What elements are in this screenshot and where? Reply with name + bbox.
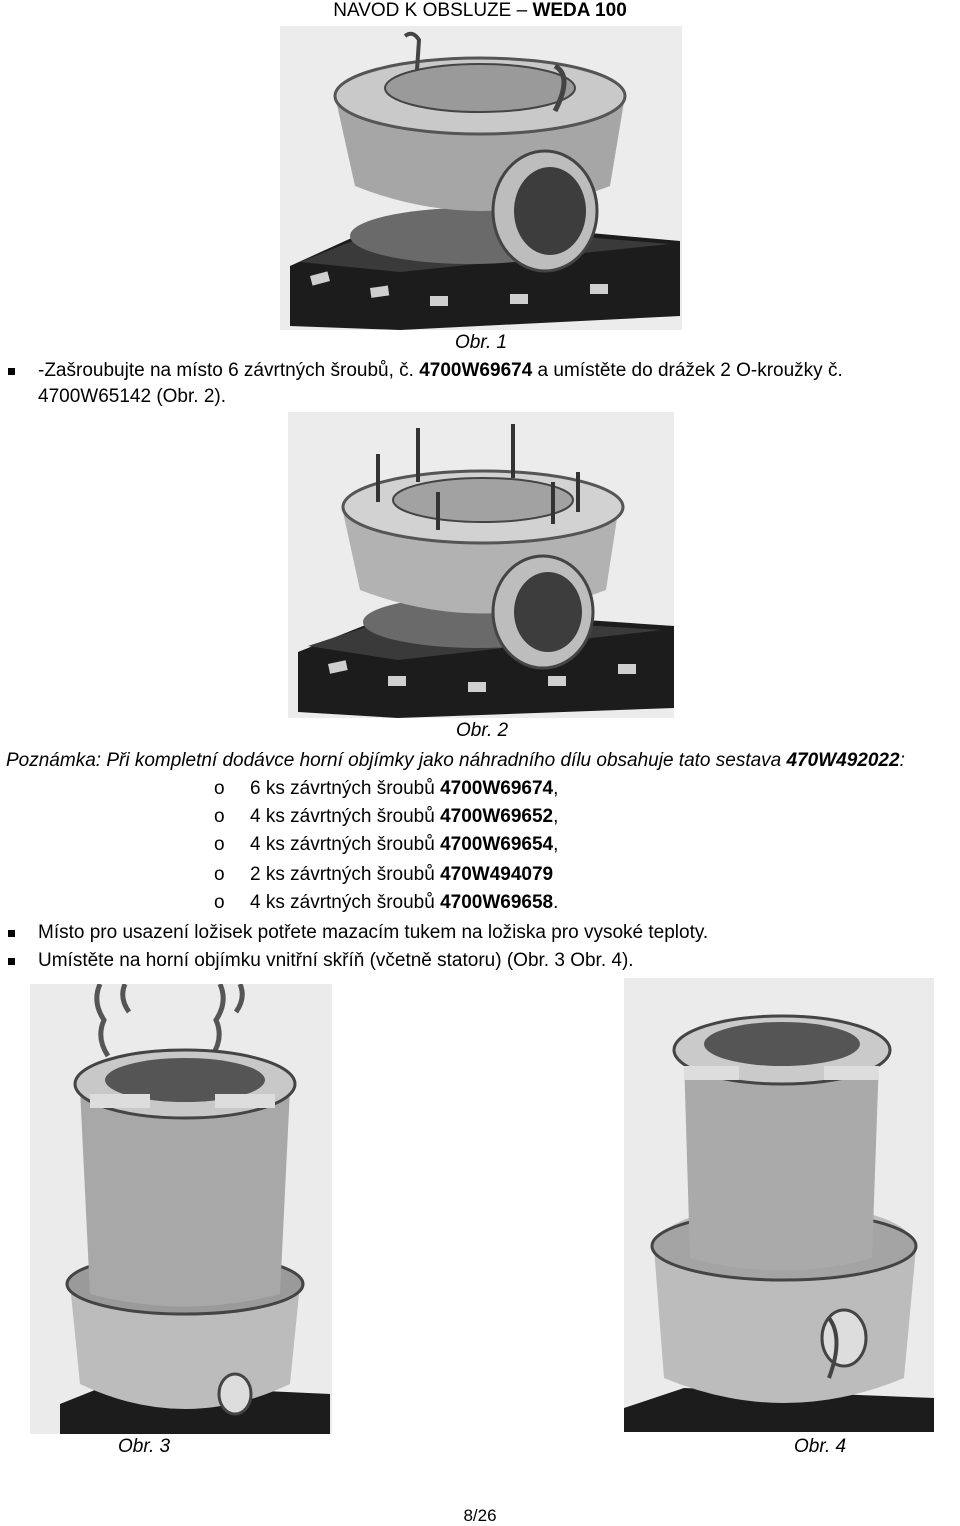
bullet-square [8,930,15,937]
note-paragraph [6,750,905,772]
stator-lifted-image [30,984,332,1434]
list-item [250,806,558,828]
figure-2-caption: Obr. 2 [456,720,509,741]
list-item [250,834,558,856]
item-end: , [553,806,559,827]
list-item [250,778,558,800]
item-end: , [553,834,559,855]
item-code: 4700W69674 [440,778,554,799]
bullet-square [8,368,15,375]
item-end: . [553,892,559,913]
figure-3-photo [30,984,332,1434]
item-text: 2 ks závrtných šroubů [250,864,441,885]
figure-3-caption: Obr. 3 [118,1436,171,1457]
list-bullet: o [214,806,225,827]
step2-text: Místo pro usazení ložisek potřete mazacím tukem na ložiska pro vysoké teploty. [38,922,709,943]
note-code: 470W492022 [786,750,900,771]
list-item [250,892,558,914]
step1-code: 4700W69674 [419,360,533,381]
page-number: 8/26 [463,1506,497,1525]
item-code: 4700W69652 [440,806,554,827]
header-title: NAVOD K OBSLUZE – [333,0,533,21]
item-text: 4 ks závrtných šroubů [250,806,441,827]
step1-line2: 4700W65142 (Obr. 2). [38,386,226,407]
item-code: 4700W69654 [440,834,554,855]
list-item [250,864,553,886]
figure-1-photo [280,26,682,330]
figure-4-photo [624,978,934,1432]
item-code: 470W494079 [440,864,554,885]
item-code: 4700W69658 [440,892,554,913]
step3-text: Umístěte na horní objímku vnitřní skříň (včetně statoru) (Obr. 3 Obr. 4). [38,950,634,971]
list-bullet: o [214,864,225,885]
figure-2-photo [288,412,674,718]
bullet-square [8,958,15,965]
figure-1-caption: Obr. 1 [455,332,508,353]
stator-mounted-image [624,978,934,1432]
step1-rest: a umístěte do drážek 2 O-kroužky č. [532,360,843,381]
page-header [0,0,960,22]
item-end: , [553,778,559,799]
note-text: Poznámka: Při kompletní dodávce horní objímky jako náhradního dílu obsahuje tato sestava [6,750,787,771]
header-model: WEDA 100 [532,0,627,21]
note-suffix: : [899,750,905,771]
list-bullet: o [214,892,225,913]
pump-housing-image [280,26,682,330]
pump-housing-studs-image [288,412,674,718]
list-bullet: o [214,778,225,799]
item-text: 6 ks závrtných šroubů [250,778,441,799]
step1-line1 [38,360,843,382]
figure-4-caption: Obr. 4 [794,1436,847,1457]
step1-text: -Zašroubujte na místo 6 závrtných šroubů, č. [38,360,420,381]
item-text: 4 ks závrtných šroubů [250,834,441,855]
item-text: 4 ks závrtných šroubů [250,892,441,913]
list-bullet: o [214,834,225,855]
